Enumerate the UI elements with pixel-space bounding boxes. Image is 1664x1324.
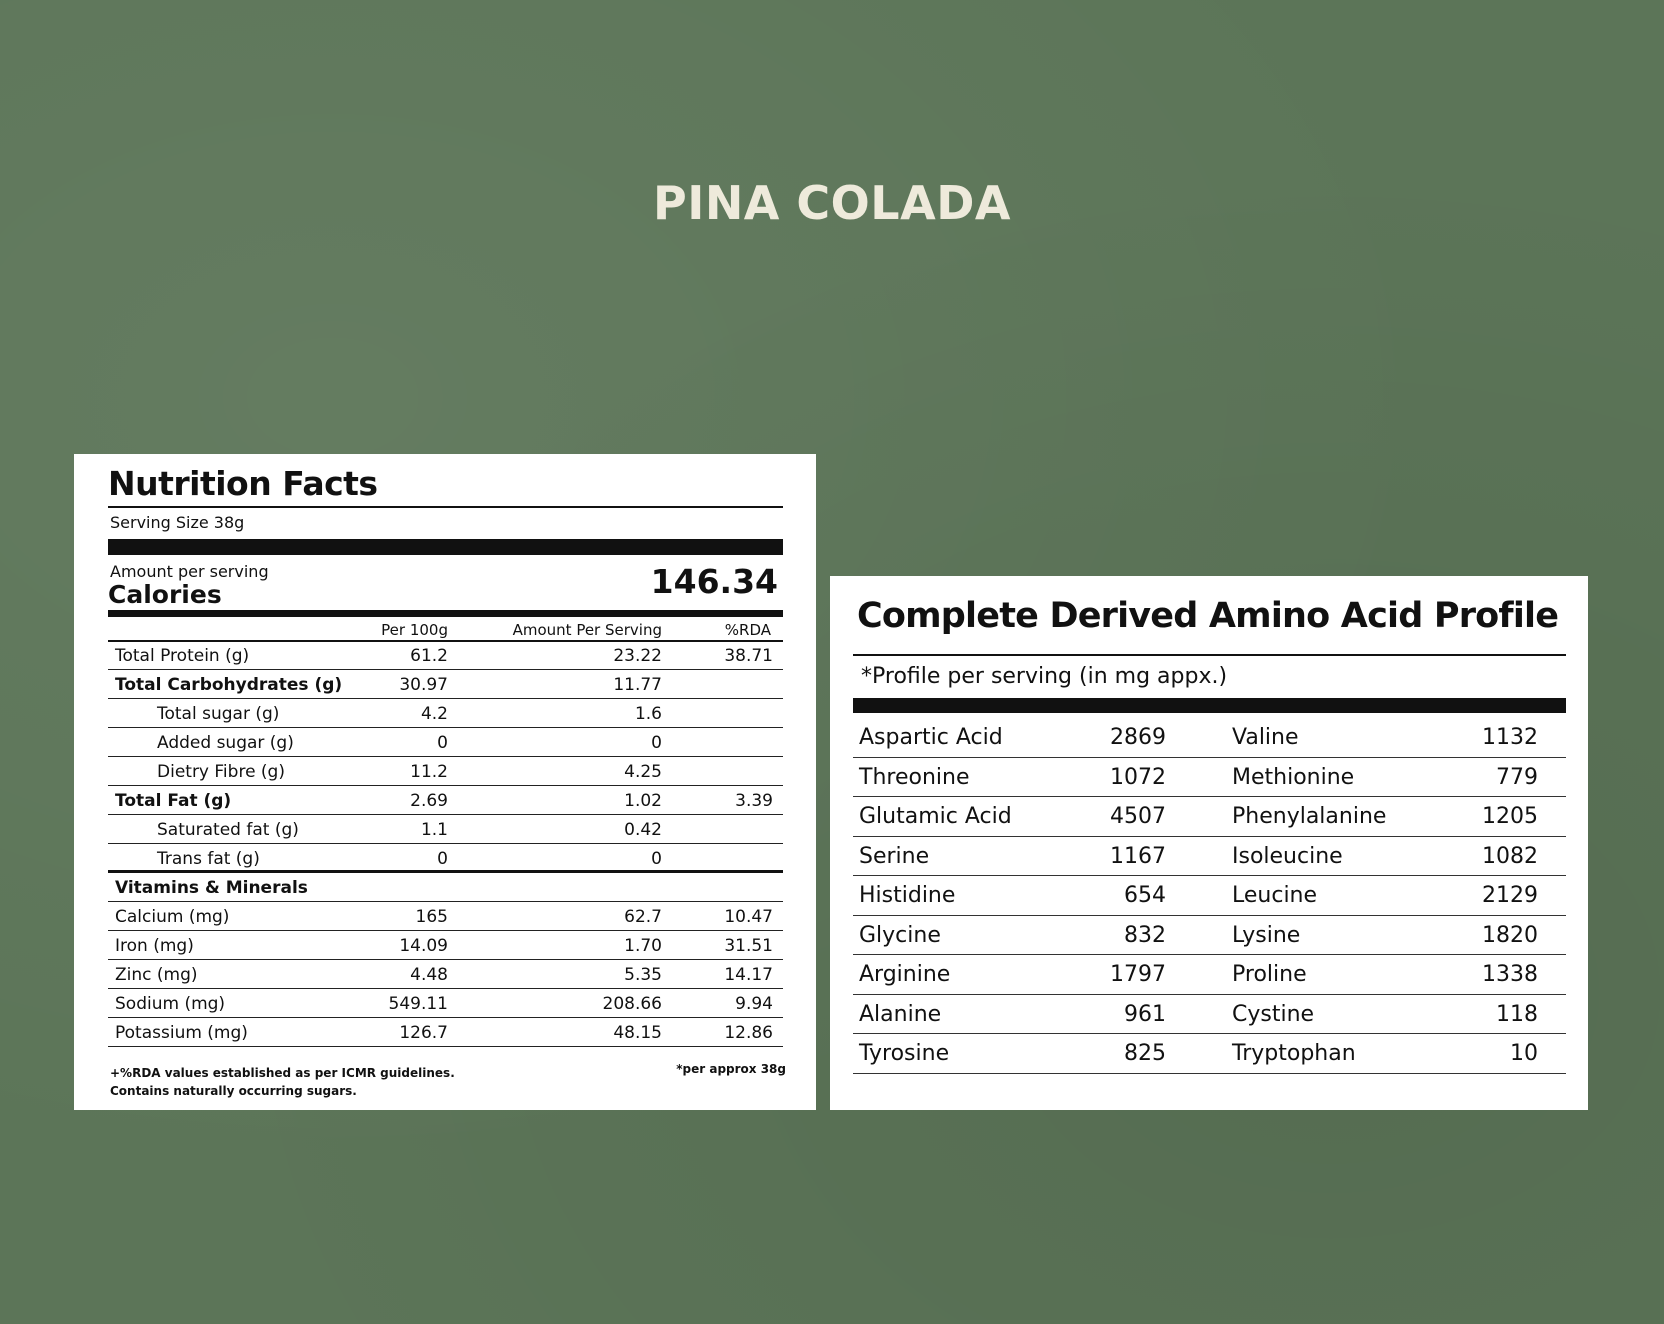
amino-value: 1820 [1482, 922, 1538, 948]
page-title: PINA COLADA [652, 176, 1011, 230]
amino-name: Threonine [859, 764, 970, 790]
table-row [853, 718, 1566, 758]
row-label: Saturated fat (g) [157, 820, 299, 840]
amino-value: 1082 [1482, 843, 1538, 869]
amino-value: 1167 [1110, 843, 1166, 869]
table-row [108, 960, 783, 989]
per-100g-value: 0 [437, 733, 448, 753]
per-serving-value: 62.7 [624, 907, 662, 927]
table-row [853, 837, 1566, 877]
per-100g-value: 30.97 [399, 675, 448, 695]
table-row [853, 916, 1566, 956]
amino-name: Lysine [1232, 922, 1301, 948]
section-label: Vitamins & Minerals [115, 878, 308, 898]
nutrition-facts-title: Nutrition Facts [108, 464, 378, 503]
row-label: Potassium (mg) [115, 1023, 248, 1043]
amino-value: 1072 [1110, 764, 1166, 790]
per-100g-value: 126.7 [399, 1023, 448, 1043]
per-100g-value: 1.1 [420, 820, 448, 840]
row-label: Added sugar (g) [157, 733, 294, 753]
per-serving-value: 208.66 [602, 994, 662, 1014]
amino-name: Phenylalanine [1232, 804, 1387, 829]
amino-value: 10 [1510, 1041, 1538, 1066]
column-header-per-serving: Amount Per Serving [512, 621, 662, 639]
per-100g-value: 165 [415, 907, 448, 927]
per-100g-value: 14.09 [399, 936, 448, 956]
amino-value: 1132 [1482, 725, 1538, 750]
amino-name: Arginine [859, 962, 951, 987]
per-serving-value: 11.77 [613, 675, 662, 695]
table-row-section-header [108, 873, 783, 902]
amino-value: 654 [1124, 883, 1166, 908]
table-row [853, 797, 1566, 837]
table-row [108, 757, 783, 786]
per-serving-value: 1.6 [634, 704, 662, 724]
amino-name: Alanine [859, 1001, 942, 1027]
per-serving-value: 5.35 [624, 965, 662, 985]
amino-acid-title: Complete Derived Amino Acid Profile [857, 596, 1559, 636]
amino-value: 832 [1124, 922, 1166, 948]
rda-value: 12.86 [724, 1023, 773, 1043]
row-label: Zinc (mg) [115, 965, 198, 985]
amino-name: Methionine [1232, 764, 1355, 790]
amino-name: Proline [1232, 962, 1307, 987]
table-row [108, 786, 783, 815]
amino-value: 2129 [1482, 883, 1538, 908]
footnote-sugars: Contains naturally occurring sugars. [110, 1084, 357, 1098]
table-row [108, 670, 783, 699]
rda-value: 9.94 [735, 994, 773, 1014]
rda-value: 31.51 [724, 936, 773, 956]
rda-value: 10.47 [724, 907, 773, 927]
calories-value: 146.34 [650, 562, 778, 601]
per-serving-value: 0 [651, 849, 662, 869]
amino-value: 118 [1496, 1001, 1538, 1027]
table-row [108, 844, 783, 873]
per-serving-value: 1.02 [624, 791, 662, 811]
per-serving-value: 1.70 [624, 936, 662, 956]
table-row [853, 758, 1566, 798]
row-label: Total Protein (g) [115, 646, 250, 666]
divider-bar [108, 539, 783, 555]
table-row [108, 728, 783, 757]
serving-size: Serving Size 38g [110, 513, 245, 532]
rda-value: 38.71 [724, 646, 773, 666]
amino-value: 1797 [1110, 962, 1166, 987]
table-row [108, 1018, 783, 1047]
amount-per-serving-label: Amount per serving [110, 562, 269, 581]
amino-name: Aspartic Acid [859, 725, 1003, 750]
amino-value: 4507 [1110, 804, 1166, 829]
table-row [853, 876, 1566, 916]
amino-name: Serine [859, 843, 930, 869]
row-label: Total sugar (g) [157, 704, 280, 724]
amino-acid-subtitle: *Profile per serving (in mg appx.) [861, 664, 1228, 689]
table-row [853, 955, 1566, 995]
per-100g-value: 11.2 [410, 762, 448, 782]
amino-name: Glutamic Acid [859, 804, 1012, 829]
footnote-serving: *per approx 38g [676, 1062, 786, 1076]
table-row [108, 931, 783, 960]
amino-value: 825 [1124, 1041, 1166, 1066]
per-100g-value: 0 [437, 849, 448, 869]
row-label: Sodium (mg) [115, 994, 226, 1014]
per-100g-value: 61.2 [410, 646, 448, 666]
row-label: Iron (mg) [115, 936, 194, 956]
footnote [110, 1064, 455, 1100]
divider-bar [108, 610, 783, 617]
nutrition-facts-panel [74, 454, 816, 1110]
amino-value: 1205 [1482, 804, 1538, 829]
table-row [108, 641, 783, 670]
per-serving-value: 23.22 [613, 646, 662, 666]
divider [108, 506, 783, 508]
per-100g-value: 549.11 [388, 994, 448, 1014]
amino-value: 1338 [1482, 962, 1538, 987]
table-row [108, 989, 783, 1018]
footnote-rda: +%RDA values established as per ICMR guidelines. [110, 1066, 455, 1080]
amino-name: Glycine [859, 922, 941, 948]
table-row [108, 815, 783, 844]
amino-name: Cystine [1232, 1001, 1315, 1027]
per-100g-value: 4.2 [420, 704, 448, 724]
row-label: Dietry Fibre (g) [157, 762, 285, 782]
row-label: Total Fat (g) [115, 791, 232, 811]
amino-name: Histidine [859, 883, 956, 908]
per-100g-value: 4.48 [410, 965, 448, 985]
rda-value: 3.39 [735, 791, 773, 811]
per-serving-value: 48.15 [613, 1023, 662, 1043]
amino-acid-panel [830, 576, 1588, 1110]
per-100g-value: 2.69 [410, 791, 448, 811]
rda-value: 14.17 [724, 965, 773, 985]
per-serving-value: 0.42 [624, 820, 662, 840]
table-row [108, 699, 783, 728]
table-row [853, 995, 1566, 1035]
calories-label: Calories [108, 580, 222, 609]
column-header-rda: %RDA [724, 621, 771, 639]
per-serving-value: 0 [651, 733, 662, 753]
row-label: Trans fat (g) [157, 849, 260, 869]
per-serving-value: 4.25 [624, 762, 662, 782]
column-header-per-100g: Per 100g [381, 621, 448, 639]
amino-name: Valine [1232, 725, 1299, 750]
amino-value: 961 [1124, 1001, 1166, 1027]
table-row [853, 1034, 1566, 1074]
amino-name: Tryptophan [1232, 1041, 1356, 1066]
amino-name: Tyrosine [859, 1041, 950, 1066]
divider-bar [853, 698, 1566, 713]
amino-name: Leucine [1232, 883, 1318, 908]
row-label: Total Carbohydrates (g) [115, 675, 343, 695]
amino-name: Isoleucine [1232, 843, 1343, 869]
table-row [108, 902, 783, 931]
row-label: Calcium (mg) [115, 907, 230, 927]
amino-value: 779 [1496, 764, 1538, 790]
divider [853, 654, 1566, 656]
amino-value: 2869 [1110, 725, 1166, 750]
